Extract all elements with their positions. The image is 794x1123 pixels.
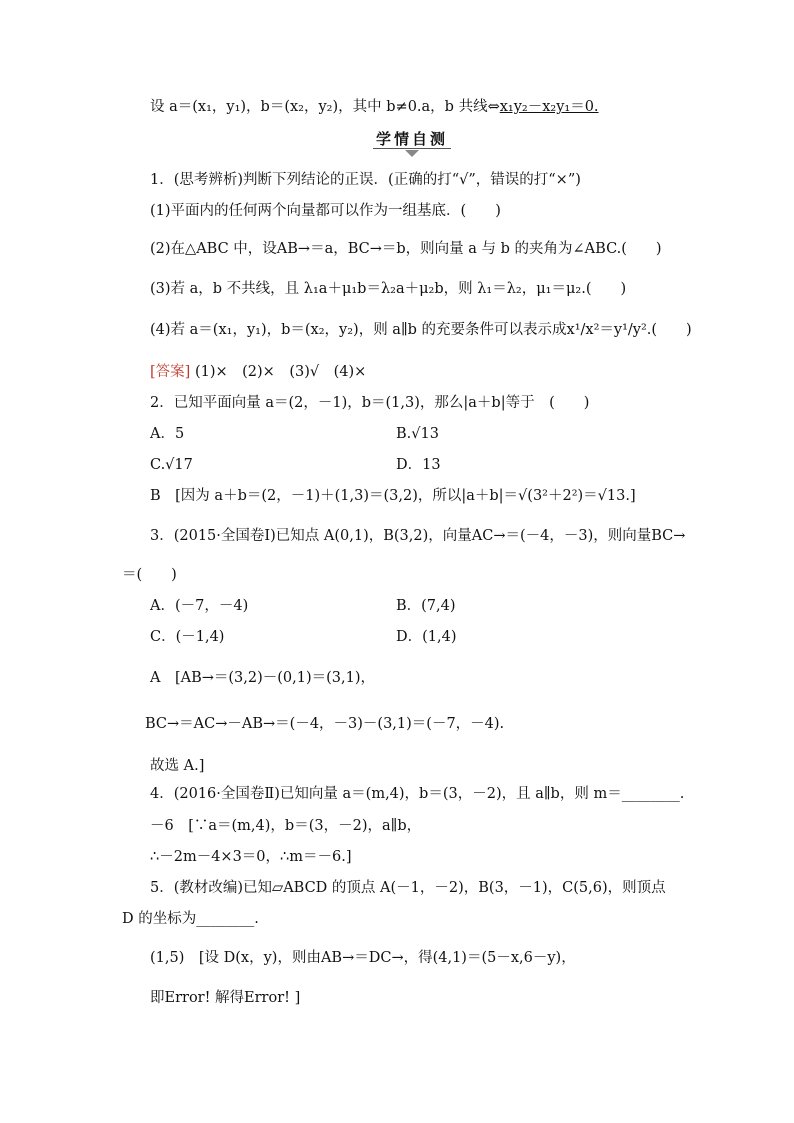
q3-option-a: A．(－7，－4) [150, 598, 249, 614]
q3-stem: 3．(2015·全国卷Ⅰ)已知点 A(0,1)，B(3,2)，向量AC→＝(－4，－3)，则向量BC→ [150, 528, 686, 544]
q1-answer-line [150, 362, 366, 382]
q5-stem-cont: D 的坐标为________. [122, 911, 259, 927]
section-title: 学情自测 [375, 130, 448, 148]
section-title-rule [373, 148, 451, 149]
q2-option-c: C.√17 [150, 457, 193, 473]
q1-item-1: (1)平面内的任何两个向量都可以作为一组基底．( ) [150, 203, 501, 219]
q5-solution-1: (1,5) [设 D(x，y)，则由AB→＝DC→，得(4,1)＝(5－x,6－y)， [150, 950, 576, 966]
intro-text: 设 a＝(x₁，y₁)，b＝(x₂，y₂)，其中 b≠0.a，b 共线⇔ [150, 99, 500, 115]
section-title-marker [405, 150, 419, 157]
q1-item-2: (2)在△ABC 中，设AB→＝a，BC→＝b，则向量 a 与 b 的夹角为∠ABC.( ) [150, 241, 662, 257]
q4-solution-1: －6 [∵a＝(m,4)，b＝(3，－2)，a∥b， [150, 818, 422, 834]
q5-stem: 5．(教材改编)已知▱ABCD 的顶点 A(－1，－2)，B(3，－1)，C(5,6)，则顶点 [150, 880, 666, 896]
intro-line [150, 97, 599, 117]
q4-solution-2: ∴－2m－4×3＝0，∴m＝－6.] [150, 849, 352, 865]
q5-solution-2: 即Error! 解得Error! ] [150, 990, 301, 1006]
q2-option-b: B.√13 [396, 426, 439, 442]
q3-option-b: B．(7,4) [396, 598, 456, 614]
q3-option-d: D．(1,4) [396, 629, 457, 645]
q1-answer: (1)× (2)× (3)√ (4)× [194, 364, 367, 380]
q3-solution-3: 故选 A.] [150, 758, 205, 774]
q2-option-d: D．13 [396, 457, 441, 473]
q3-solution-1: A [AB→＝(3,2)－(0,1)＝(3,1)， [150, 670, 376, 686]
q1-item-3: (3)若 a，b 不共线，且 λ₁a＋μ₁b＝λ₂a＋μ₂b，则 λ₁＝λ₂，μ₁＝μ₂.( ) [150, 281, 627, 297]
q1-stem: 1．(思考辨析)判断下列结论的正误．(正确的打“√”，错误的打“×”) [150, 172, 581, 188]
q3-option-c: C．(－1,4) [150, 629, 225, 645]
q4-stem: 4．(2016·全国卷Ⅱ)已知向量 a＝(m,4)，b＝(3，－2)，且 a∥b，则 m＝________. [150, 786, 685, 802]
q2-stem: 2．已知平面向量 a＝(2，－1)，b＝(1,3)，那么|a＋b|等于 ( ) [150, 395, 590, 411]
q3-stem-cont: ＝( ) [122, 567, 177, 583]
q3-solution-2: BC→＝AC→－AB→＝(－4，－3)－(3,1)＝(－7，－4). [145, 716, 505, 732]
q2-option-a: A．5 [150, 426, 185, 442]
q1-item-4: (4)若 a＝(x₁，y₁)，b＝(x₂，y₂)，则 a∥b 的充要条件可以表示成x¹/x²＝y¹/y².( ) [150, 322, 692, 338]
q2-solution: B [因为 a＋b＝(2，－1)＋(1,3)＝(3,2)，所以|a＋b|＝√(3²＋2²)＝√13.] [150, 488, 636, 504]
intro-condition: x₁y₂－x₂y₁＝0. [499, 99, 599, 115]
answer-tag: [答案] [150, 364, 191, 380]
